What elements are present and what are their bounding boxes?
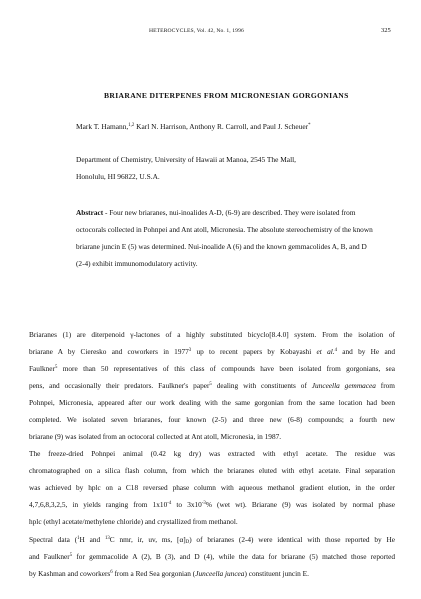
text-span: pens, and occasionally their predators. <box>29 381 154 390</box>
text-span: 4,7,6,8,3,2,5, in yields ranging from 1x10 <box>29 500 168 509</box>
text-span: ) of briaranes (2-4) were identical with those reported by He <box>189 535 396 544</box>
text-span: C nmr, ir, uv, ms, [α] <box>109 535 186 544</box>
exponent: -4 <box>167 501 172 506</box>
exponent: -3 <box>201 501 206 506</box>
text-span: more than 50 representatives of this class of compounds have been isolated from gorgonians, sea <box>57 364 395 373</box>
body-line: Briaranes (1) are diterpenoid γ-lactones of a highly substituted bicyclo[8.4.0] system. From the isolation of <box>29 330 395 339</box>
text-span: briarane A by Cieresko and coworkers in 1977 <box>29 347 189 356</box>
body-line <box>29 500 395 509</box>
body-line: Pohnpei, Micronesia, appeared after our work dealing with the same gorgonian from the same location had been <box>29 398 395 407</box>
abstract <box>76 205 376 273</box>
text-span: Faulkner <box>29 364 55 373</box>
running-header-journal: HETEROCYCLES, Vol. 42, No. 1, 1996 <box>149 28 244 34</box>
body-line: completed. We isolated seven briaranes, four known (2-5) and three new (6-8) compounds; a fourth new <box>29 415 395 424</box>
text-span: for gemmacolide A (2), B (3), and D (4), while the data for briarane (5) matched those reported <box>72 552 395 561</box>
ref-5: 5 <box>54 365 58 370</box>
abstract-text: - Four new briaranes, nui-inoalides A-D, (6-9) are described. They were isolated from octocorals collected in Pohnpei and Ant atoll, Micronesia. The absolute stereochemistry of the known briarane juncin E (5) was determined. Nui-inoalide A (6) and the known gemmacolides A, B, and D (2-4) exhibit immunomodulatory activity. <box>76 208 373 268</box>
isotope-mark: 1 <box>77 536 80 541</box>
body-line <box>29 535 395 544</box>
italic-span: et al. <box>316 347 335 356</box>
text-span: up to recent papers by Kobayashi <box>191 347 317 356</box>
body-line <box>29 347 395 356</box>
author-hamann-affil: 1,2 <box>128 123 135 128</box>
corresponding-mark: * <box>308 123 311 128</box>
ref-4: 4 <box>334 348 337 353</box>
body-line <box>29 569 309 578</box>
abstract-label: Abstract <box>76 208 104 217</box>
ref-3: 3 <box>188 348 192 353</box>
text-span: dealing with constituents of <box>211 381 312 390</box>
body-line <box>29 364 395 373</box>
author-hamann: Mark T. Hamann, <box>76 122 129 131</box>
text-span: ) constituent juncin E. <box>244 569 309 578</box>
text-span: Faulkner's paper <box>153 381 210 390</box>
body-line: The freeze-dried Pohnpei animal (0.42 kg dry) was extracted with ethyl acetate. The residue was <box>29 449 395 458</box>
text-span: and by He and <box>336 347 395 356</box>
text-span: H and <box>79 535 105 544</box>
text-span: Spectral data ( <box>29 535 78 544</box>
ref-5: 5 <box>209 382 212 387</box>
page-number: 325 <box>381 27 391 34</box>
body-line: hplc (ethyl acetate/methylene chloride) and crystallized from methanol. <box>29 517 238 526</box>
author-line <box>76 122 311 131</box>
italic-span: Junceella gemmacea <box>311 381 376 390</box>
text-span: by Kashman and coworkers <box>29 569 111 578</box>
ref-6: 6 <box>110 570 113 575</box>
isotope-mark: 13 <box>105 536 110 541</box>
body-line <box>29 381 395 390</box>
affiliation-line-1: Department of Chemistry, University of Hawaii at Manoa, 2545 The Mall, <box>76 155 297 164</box>
body-line: was achieved by hplc on a C18 reversed phase column with aqueous methanol gradient elution, in the order <box>29 483 395 492</box>
affiliation-line-2: Honolulu, HI 96822, U.S.A. <box>76 172 160 181</box>
ref-5: 5 <box>69 553 73 558</box>
text-span: % (wet wt). Briarane (9) was isolated by normal phase <box>205 500 396 509</box>
subscript: D <box>185 540 190 545</box>
text-span: from a Red Sea gorgonian ( <box>112 569 196 578</box>
text-span: and Faulkner <box>29 552 70 561</box>
body-line: chromatographed on a silica flash column, from which the briaranes eluted with ethyl acetate. Final separation <box>29 466 395 475</box>
text-span: to 3x10 <box>171 500 202 509</box>
author-others: Karl N. Harrison, Anthony R. Carroll, and Paul J. Scheuer <box>134 122 309 131</box>
italic-span: Junceella juncea <box>195 569 245 578</box>
body-line <box>29 552 395 561</box>
body-line: briarane (9) was isolated from an octocoral collected at Ant atoll, Micronesia, in 1987. <box>29 432 282 441</box>
text-span: from <box>375 381 395 390</box>
paper-title: BRIARANE DITERPENES FROM MICRONESIAN GORGONIANS <box>104 91 349 100</box>
